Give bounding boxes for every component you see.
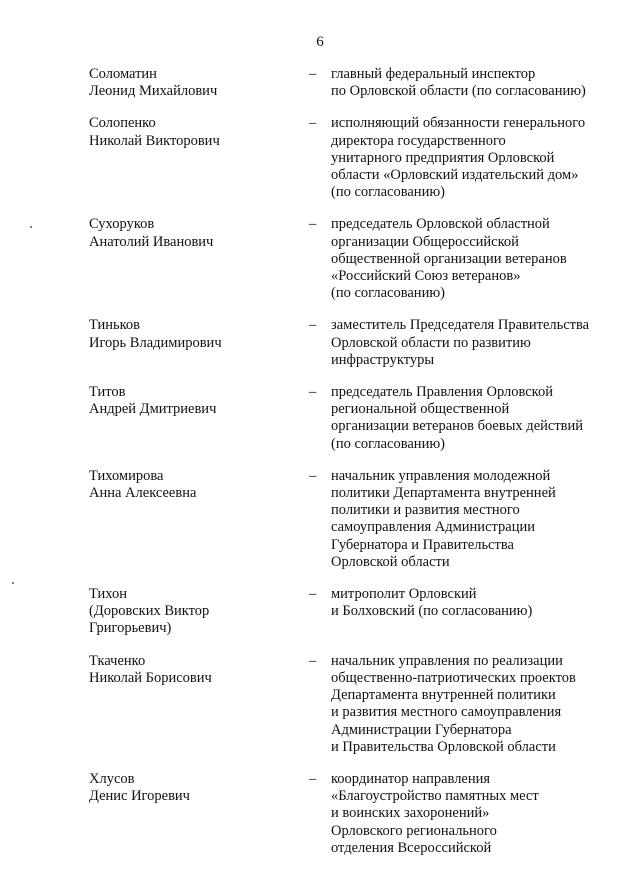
member-role-line: заместитель Председателя Правительства	[331, 317, 590, 334]
member-role-line: Губернатора и Правительства	[331, 536, 514, 553]
member-role-line: начальник управления молодежной	[331, 467, 551, 484]
member-role	[331, 317, 609, 369]
member-name	[89, 653, 309, 756]
member-name-line: Денис Игоревич	[89, 788, 190, 805]
member-name-line: Григорьевич)	[89, 620, 172, 637]
member-role	[331, 66, 609, 100]
member-role-line: политики и развития местного	[331, 502, 520, 519]
member-role-line: главный федеральный инспектор	[331, 66, 536, 82]
scan-speck	[12, 582, 14, 584]
member-role-line: Департамента внутренней политики	[331, 687, 556, 704]
member-name	[89, 216, 309, 302]
member-name-line: Николай Викторович	[89, 132, 220, 149]
member-name	[89, 66, 309, 100]
member-role	[331, 586, 609, 638]
member-name-line: Леонид Михайлович	[89, 83, 218, 100]
member-role-line: унитарного предприятия Орловской	[331, 149, 555, 166]
member-role-line: Орловской области по развитию	[331, 334, 531, 351]
member-role	[331, 115, 609, 201]
member-role-line: и воинских захоронений»	[331, 805, 490, 822]
member-role-line: Администрации Губернатора	[331, 721, 512, 738]
member-role-line: области «Орловский издательский дом»	[331, 167, 579, 184]
member-name-line: Анатолий Иванович	[89, 233, 214, 250]
member-role-line: председатель Орловской областной	[331, 216, 550, 233]
member-name-line: Игорь Владимирович	[89, 334, 222, 351]
member-role-line: общественной организации ветеранов	[331, 250, 567, 267]
member-name-line: Титов	[89, 384, 126, 401]
list-item	[89, 771, 609, 857]
separator-dash: –	[309, 467, 317, 484]
separator-dash: –	[309, 384, 317, 401]
member-role	[331, 384, 609, 453]
member-name	[89, 115, 309, 201]
member-role-line: и развития местного самоуправления	[331, 704, 562, 721]
member-role-line: исполняющий обязанности генерального	[331, 115, 586, 132]
member-name-line: Николай Борисович	[89, 669, 212, 686]
member-role-line: инфраструктуры	[331, 351, 435, 368]
member-name-line: Тихон	[89, 586, 127, 603]
member-role	[331, 468, 609, 571]
member-role-line: «Благоустройство памятных мест	[331, 788, 539, 805]
member-name-line: Хлусов	[89, 770, 135, 787]
member-name	[89, 586, 309, 638]
member-role-line: (по согласованию)	[331, 184, 445, 201]
member-role-line: начальник управления по реализации	[331, 652, 563, 669]
member-name-line: (Доровских Виктор	[89, 603, 210, 620]
member-name-line: Ткаченко	[89, 652, 146, 669]
list-item	[89, 653, 609, 756]
member-role-line: Орловского регионального	[331, 822, 497, 839]
separator-dash: –	[309, 652, 317, 669]
member-name	[89, 771, 309, 857]
member-list	[89, 66, 609, 857]
member-name-line: Солопенко	[89, 115, 156, 132]
member-role-line: региональной общественной	[331, 401, 510, 418]
member-role-line: общественно-патриотических проектов	[331, 669, 576, 686]
member-name-line: Андрей Дмитриевич	[89, 401, 217, 418]
member-name	[89, 468, 309, 571]
list-item	[89, 384, 609, 453]
member-role-line: «Российский Союз ветеранов»	[331, 268, 521, 285]
member-role-line: политики Департамента внутренней	[331, 485, 556, 502]
scan-speck	[30, 226, 32, 228]
separator-dash: –	[309, 317, 317, 334]
separator-dash: –	[309, 216, 317, 233]
separator-dash: –	[309, 770, 317, 787]
member-role-line: организации ветеранов боевых действий	[331, 418, 584, 435]
separator-dash: –	[309, 586, 317, 603]
member-role-line: директора государственного	[331, 132, 506, 149]
member-name-line: Сухоруков	[89, 216, 155, 233]
list-item	[89, 115, 609, 201]
separator-dash: –	[309, 66, 317, 82]
member-role-line: Орловской области	[331, 553, 450, 570]
list-item	[89, 586, 609, 638]
member-role-line: председатель Правления Орловской	[331, 384, 554, 401]
separator-dash: –	[309, 115, 317, 132]
member-name-line: Соломатин	[89, 66, 157, 82]
member-role-line: (по согласованию)	[331, 285, 445, 302]
member-role-line: митрополит Орловский	[331, 586, 477, 603]
member-name	[89, 317, 309, 369]
member-role-line: и Правительства Орловской области	[331, 738, 556, 755]
member-role-line: по Орловской области (по согласованию)	[331, 83, 586, 100]
list-item	[89, 216, 609, 302]
list-item	[89, 468, 609, 571]
member-name-line: Тиньков	[89, 317, 141, 334]
page-number: 6	[316, 34, 324, 50]
member-name	[89, 384, 309, 453]
list-item	[89, 66, 609, 100]
member-role	[331, 216, 609, 302]
member-role-line: организации Общероссийской	[331, 233, 519, 250]
member-role-line: самоуправления Администрации	[331, 519, 535, 536]
member-role-line: отделения Всероссийской	[331, 839, 492, 856]
list-item	[89, 317, 609, 369]
member-role-line: и Болховский (по согласованию)	[331, 603, 533, 620]
member-name-line: Тихомирова	[89, 467, 164, 484]
member-role-line: (по согласованию)	[331, 435, 445, 452]
member-name-line: Анна Алексеевна	[89, 485, 197, 502]
member-role-line: координатор направления	[331, 770, 491, 787]
member-role	[331, 771, 609, 857]
member-role	[331, 653, 609, 756]
